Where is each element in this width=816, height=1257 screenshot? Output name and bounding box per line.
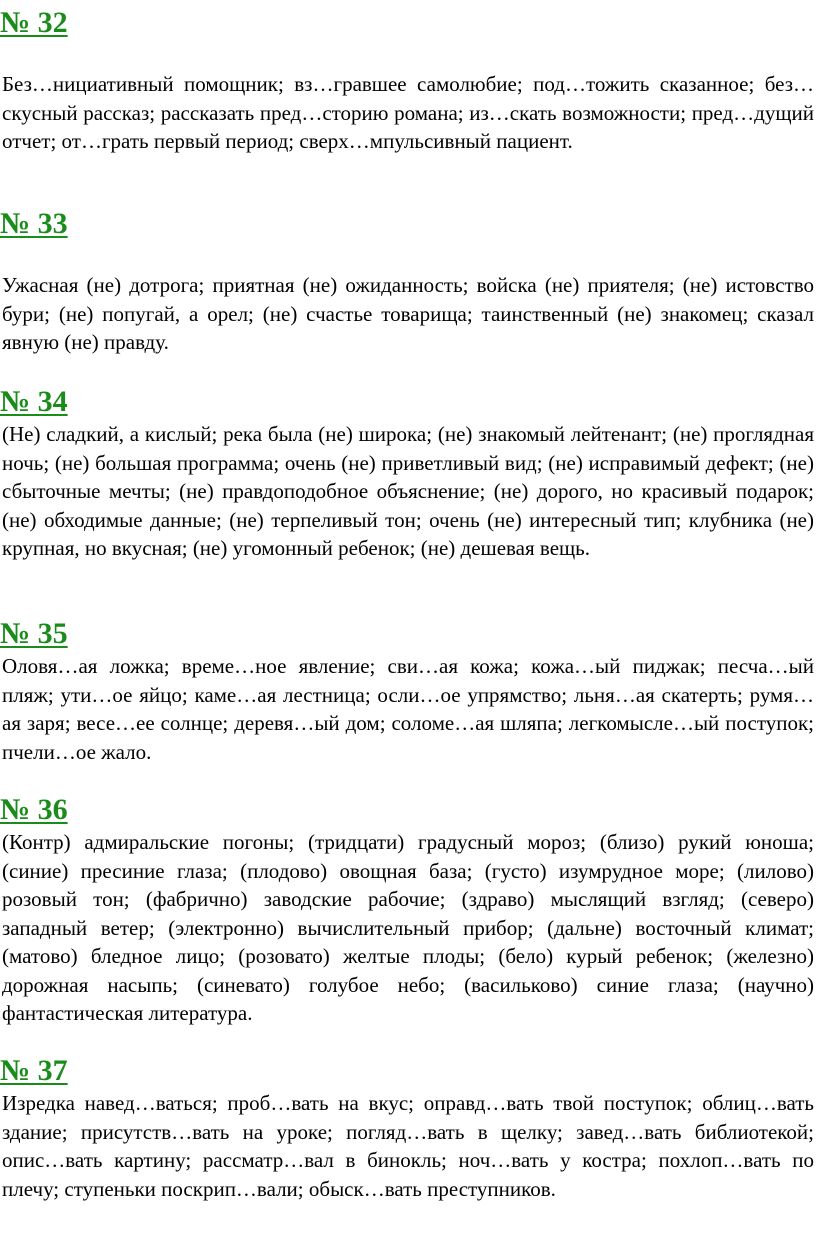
exercise-text: Без…нициативный помощник; вз…гравшее самолюбие; под…тожить сказанное; без…скусный рассказ; рассказать пред…сторию романа; из…скать возможности; пред…дущий отчет; от…грать первый период; сверх…мпульсивный пациент.	[2, 72, 814, 153]
exercise-33	[0, 207, 816, 357]
exercise-37	[0, 1054, 816, 1203]
exercise-heading: № 32	[0, 6, 68, 39]
exercise-text: (Контр) адмиральские погоны; (тридцати) градусный мороз; (близо) рукий юноша; (синие) пресиние глаза; (плодово) овощная база; (густо) изумрудное море; (лилово) розовый тон; (фабрично) заводские рабочие; (здраво) мыслящий взгляд; (северо) западный ветер; (электронно) вычислительный прибор; (дальне) восточный климат; (матово) бледное лицо; (розовато) желтые плоды; (бело) курый ребенок; (железно) дорожная насыпь; (синевато) голубое небо; (васильково) синие глаза; (научно) фантастическая литература.	[2, 830, 814, 1025]
exercise-heading: № 35	[0, 617, 68, 650]
exercise-heading: № 34	[0, 385, 68, 418]
exercise-34	[0, 385, 816, 563]
exercise-heading: № 37	[0, 1054, 68, 1087]
exercise-36	[0, 793, 816, 1028]
exercise-text: (Не) сладкий, а кислый; река была (не) широка; (не) знакомый лейтенант; (не) проглядная ночь; (не) большая программа; очень (не) приветливый вид; (не) исправимый дефект; (не) сбыточные мечты; (не) правдоподобное объяснение; (не) дорого, но красивый подарок; (не) обходимые данные; (не) терпеливый тон; очень (не) интересный тип; клубника (не) крупная, но вкусная; (не) угомонный ребенок; (не) дешевая вещь.	[2, 422, 814, 560]
exercise-heading: № 33	[0, 207, 68, 240]
exercise-text: Ужасная (не) дотрога; приятная (не) ожиданность; войска (не) приятеля; (не) истовство бури; (не) попугай, а орел; (не) счастье товарища; таинственный (не) знакомец; сказал явную (не) правду.	[2, 273, 814, 354]
exercise-35	[0, 617, 816, 766]
exercise-32	[0, 6, 816, 156]
exercise-heading: № 36	[0, 793, 68, 826]
exercise-text: Изредка навед…ваться; проб…вать на вкус; оправд…вать твой поступок; облиц…вать здание; присутств…вать на уроке; погляд…вать в щелку; завед…вать библиотекой; опис…вать картину; рассматр…вал в бинокль; ноч…вать у костра; похлоп…вать по плечу; ступеньки поскрип…вали; обыск…вать преступников.	[2, 1091, 814, 1201]
exercise-text: Оловя…ая ложка; време…ное явление; сви…ая кожа; кожа…ый пиджак; песча…ый пляж; ути…ое яйцо; каме…ая лестница; осли…ое упрямство; льня…ая скатерть; румя…ая заря; весе…ее солнце; деревя…ый дом; соломе…ая шляпа; легкомысле…ый поступок; пчели…ое жало.	[2, 654, 814, 764]
